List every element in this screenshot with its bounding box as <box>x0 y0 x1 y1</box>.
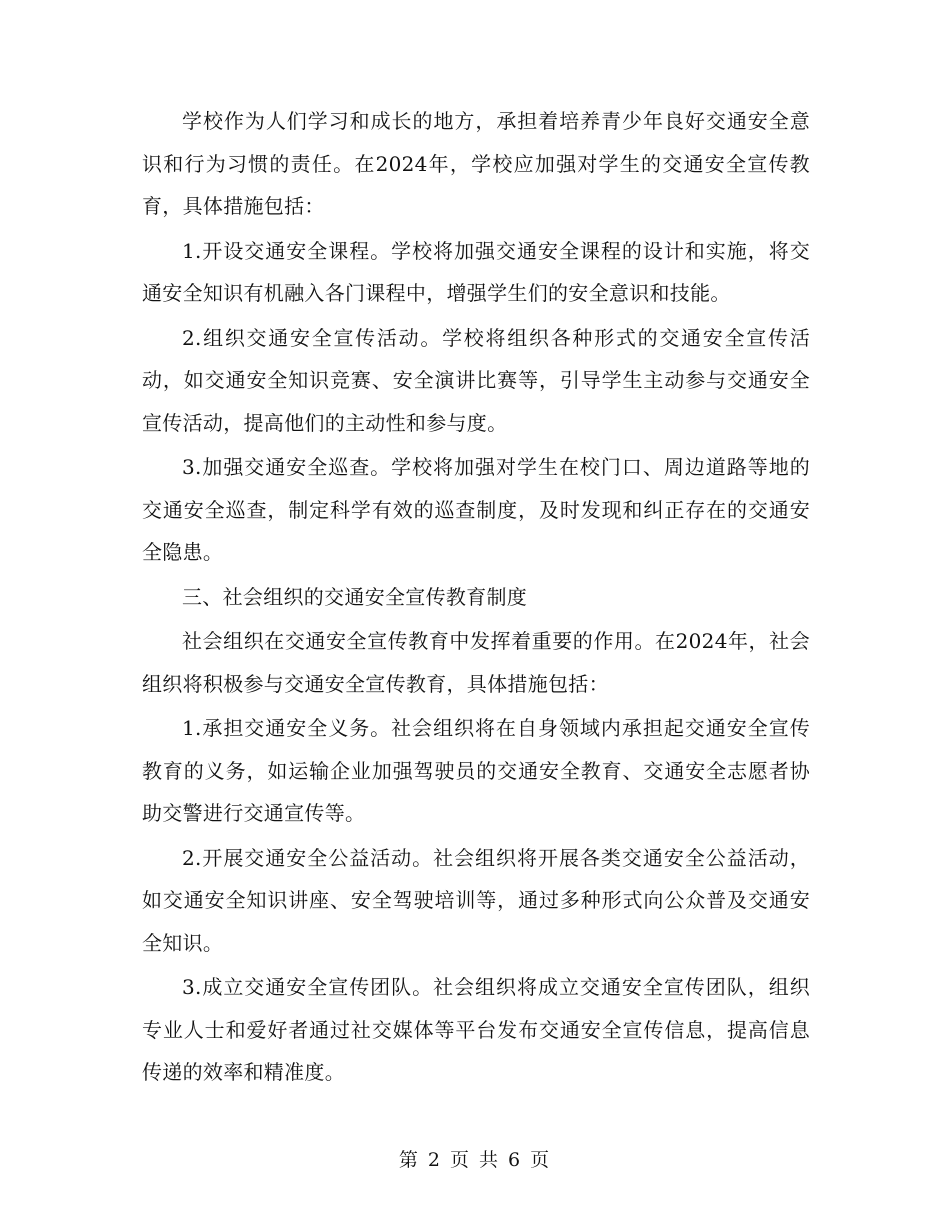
paragraph-school-intro: 学校作为人们学习和成长的地方，承担着培养青少年良好交通安全意识和行为习惯的责任。在2024年，学校应加强对学生的交通安全宣传教育，具体措施包括： <box>142 109 810 218</box>
paragraph-social-measure-2: 2.开展交通安全公益活动。社会组织将开展各类交通安全公益活动，如交通安全知识讲座、安全驾驶培训等，通过多种形式向公众普及交通安全知识。 <box>142 845 810 955</box>
page-number-footer: 第 2 页 共 6 页 <box>398 1149 552 1171</box>
paragraph-school-measure-3: 3.加强交通安全巡查。学校将加强对学生在校门口、周边道路等地的交通安全巡查，制定科学有效的巡查制度，及时发现和纠正存在的交通安全隐患。 <box>142 455 810 564</box>
paragraph-social-measure-1: 1.承担交通安全义务。社会组织将在自身领域内承担起交通安全宣传教育的义务，如运输企业加强驾驶员的交通安全教育、交通安全志愿者协助交警进行交通宣传等。 <box>142 716 810 825</box>
paragraph-school-measure-2: 2.组织交通安全宣传活动。学校将组织各种形式的交通安全宣传活动，如交通安全知识竞赛、安全演讲比赛等，引导学生主动参与交通安全宣传活动，提高他们的主动性和参与度。 <box>142 325 810 435</box>
paragraph-social-intro: 社会组织在交通安全宣传教育中发挥着重要的作用。在2024年，社会组织将积极参与交通安全宣传教育，具体措施包括： <box>142 629 810 696</box>
paragraph-social-measure-3: 3.成立交通安全宣传团队。社会组织将成立交通安全宣传团队，组织专业人士和爱好者通过社交媒体等平台发布交通安全宣传信息，提高信息传递的效率和精准度。 <box>142 975 810 1084</box>
document-body <box>142 100 810 1096</box>
paragraph-school-measure-1: 1.开设交通安全课程。学校将加强交通安全课程的设计和实施，将交通安全知识有机融入各门课程中，增强学生们的安全意识和技能。 <box>142 238 810 305</box>
section-heading-social-organizations: 三、社会组织的交通安全宣传教育制度 <box>182 584 528 609</box>
